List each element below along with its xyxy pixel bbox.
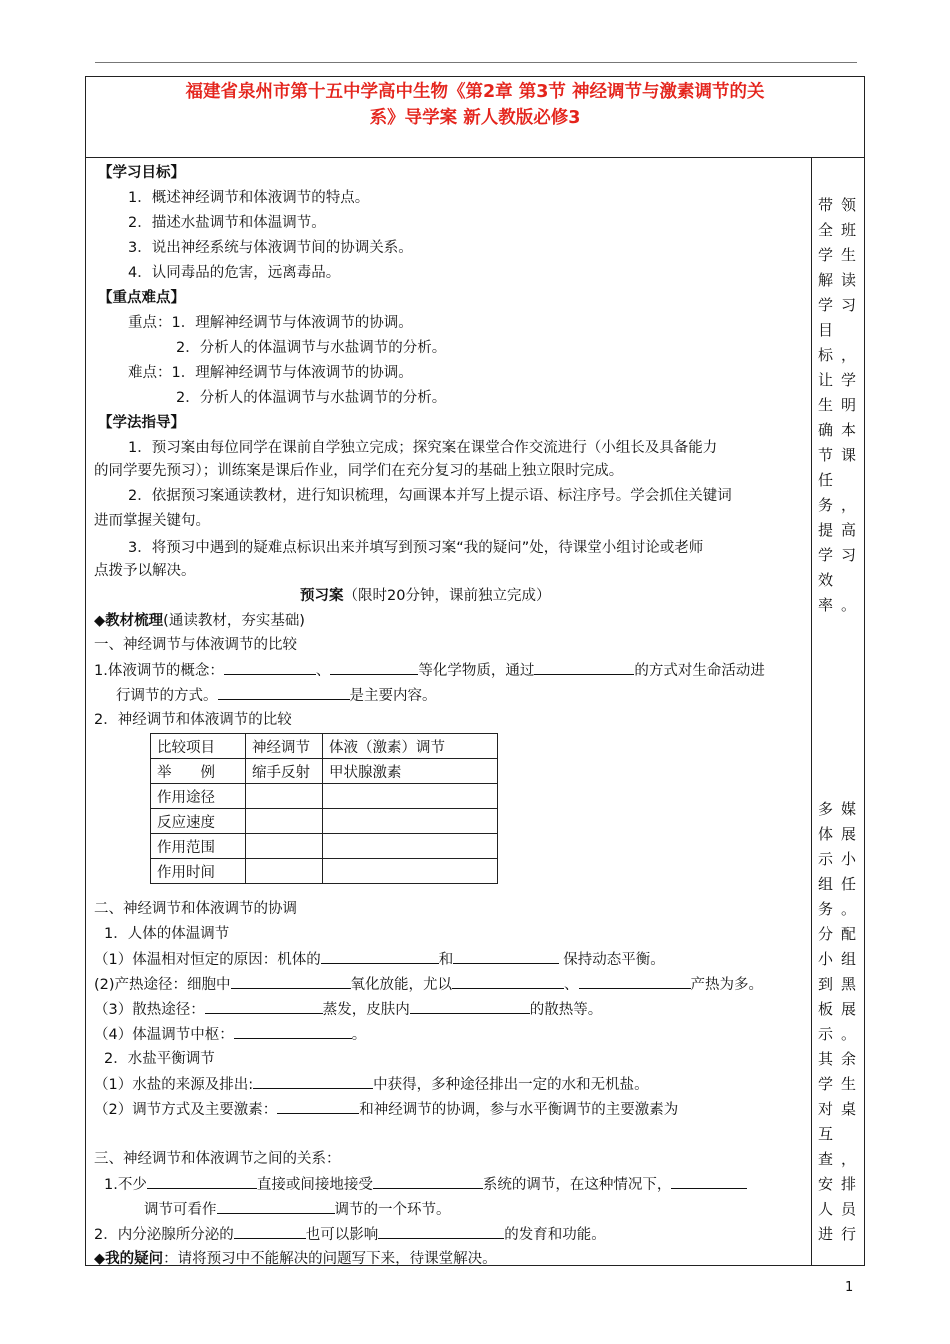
- s2-1-a: [94, 949, 665, 970]
- text: 和: [438, 952, 454, 968]
- title-line-2: 系》导学案 新人教版必修3: [369, 108, 581, 128]
- preview-heading: 预习案: [300, 588, 344, 604]
- text: 的方式对生命活动进: [634, 663, 765, 679]
- textbook-line: [94, 611, 305, 631]
- fill-blank[interactable]: [205, 999, 323, 1014]
- side-note-line: 全班: [818, 221, 865, 239]
- table-cell: 作用时间: [151, 859, 246, 884]
- text: 中获得，多种途径排出一定的水和无机盐。: [373, 1077, 649, 1093]
- side-note-line: 到黑: [818, 975, 865, 993]
- section-3-heading: 三、神经调节和体液调节之间的关系：: [94, 1151, 341, 1167]
- table-cell[interactable]: [323, 809, 498, 834]
- text: 系统的调节，在这种情况下，: [482, 1177, 672, 1193]
- preview-note: （限时20分钟，课前独立完成）: [343, 588, 551, 604]
- table-cell[interactable]: [246, 834, 323, 859]
- fill-blank[interactable]: [218, 685, 350, 700]
- side-note-line: 学生: [818, 1075, 865, 1093]
- text: 1.不少: [104, 1177, 147, 1193]
- side-note-line: 互: [818, 1125, 842, 1143]
- text: （1）体温相对恒定的原因：机体的: [94, 952, 321, 968]
- fill-blank[interactable]: [378, 1224, 504, 1239]
- side-note-line: 查，: [818, 1150, 865, 1168]
- side-note-line: 解读: [818, 271, 865, 289]
- side-note-line: 组任: [818, 875, 865, 893]
- side-note-line: 小组: [818, 950, 865, 968]
- text: （4）体温调节中枢：: [94, 1027, 234, 1043]
- s3-1: [104, 1174, 747, 1195]
- table-cell[interactable]: [246, 809, 323, 834]
- text: 、: [315, 663, 331, 679]
- s3-1-line-2: [144, 1199, 451, 1220]
- fill-blank[interactable]: [277, 1099, 359, 1114]
- table-cell[interactable]: [323, 834, 498, 859]
- text: 调节可看作: [144, 1202, 217, 1218]
- document-title: [92, 79, 858, 131]
- header-rule: [95, 62, 857, 63]
- fill-blank[interactable]: [330, 660, 418, 675]
- side-note-line: 学生: [818, 246, 865, 264]
- objective-item: 4．认同毒品的危害，远离毒品。: [128, 265, 341, 281]
- text: 氧化放能，尤以: [350, 977, 453, 993]
- side-note-line: 学习: [818, 546, 865, 564]
- side-note-line: 进行: [818, 1225, 865, 1243]
- method-paragraph: 2．依据预习案通读教材，进行知识梳理，勾画课本并写上提示语、标注序号。学会抓住关键词: [128, 488, 732, 504]
- text: 等化学物质，通过: [418, 663, 535, 679]
- text: 是主要内容。: [349, 688, 437, 704]
- comparison-table: [150, 733, 498, 884]
- side-note-line: 目: [818, 321, 842, 339]
- table-cell[interactable]: [323, 784, 498, 809]
- table-cell: 作用范围: [151, 834, 246, 859]
- side-note-line: 率。: [818, 596, 865, 614]
- text: 的发育和功能。: [504, 1227, 606, 1243]
- text: 、: [564, 977, 579, 993]
- side-note-block-1: [818, 193, 865, 618]
- side-note-line: 生明: [818, 396, 865, 414]
- s2-1-heading: 1．人体的体温调节: [104, 926, 230, 942]
- preview-heading-line: [300, 586, 550, 606]
- side-note-line: 确本: [818, 421, 865, 439]
- s2-1-b: [94, 974, 763, 995]
- side-notes-column: [812, 157, 864, 1265]
- text: （1）水盐的来源及排出:: [94, 1077, 254, 1093]
- method-heading: 【学法指导】: [98, 415, 185, 431]
- fill-blank[interactable]: [231, 974, 351, 989]
- s3-2: [94, 1224, 606, 1245]
- textbook-note: (通读教材，夯实基础): [163, 613, 305, 629]
- method-paragraph: 1．预习案由每位同学在课前自学独立完成；探究案在课堂合作交流进行（小组长及具备能力: [128, 440, 718, 456]
- table-row: [151, 784, 498, 809]
- side-note-line: 示。: [818, 1025, 865, 1043]
- table-cell[interactable]: [323, 859, 498, 884]
- fill-blank[interactable]: [671, 1174, 747, 1189]
- table-header-cell: 比较项目: [151, 734, 246, 759]
- text: 产热为多。: [690, 977, 764, 993]
- fill-blank[interactable]: [234, 1224, 306, 1239]
- text: 的散热等。: [529, 1002, 603, 1018]
- table-cell: 作用途径: [151, 784, 246, 809]
- title-box: [86, 77, 864, 158]
- objective-item: 3．说出神经系统与体液调节间的协调关系。: [128, 240, 413, 256]
- objectives-heading: 【学习目标】: [98, 165, 185, 181]
- fill-blank[interactable]: [224, 660, 316, 675]
- text: （2）调节方式及主要激素：: [94, 1102, 278, 1118]
- document-frame: [85, 76, 865, 1266]
- my-questions-line: [94, 1249, 497, 1269]
- fill-blank[interactable]: [217, 1199, 335, 1214]
- table-header-cell: 神经调节: [246, 734, 323, 759]
- s2-2-a: [94, 1074, 649, 1095]
- objective-item: 2．描述水盐调节和体温调节。: [128, 215, 326, 231]
- text: (2)产热途径：细胞中: [94, 977, 231, 993]
- title-line-1: 福建省泉州市第十五中学高中生物《第2章 第3节 神经调节与激素调节的关: [185, 82, 765, 102]
- side-note-line: 效: [818, 571, 842, 589]
- table-cell[interactable]: [246, 784, 323, 809]
- fill-blank[interactable]: [321, 949, 439, 964]
- text: 2．内分泌腺所分泌的: [94, 1227, 234, 1243]
- side-note-line: 提高: [818, 521, 865, 539]
- main-column: [86, 157, 812, 1265]
- table-row: [151, 734, 498, 759]
- side-note-block-2: [818, 797, 865, 1247]
- side-note-line: 务。: [818, 900, 865, 918]
- key-points-heading: 【重点难点】: [98, 290, 185, 306]
- side-note-line: 板展: [818, 1000, 865, 1018]
- table-cell: 举 例: [151, 759, 246, 784]
- fill-blank[interactable]: [534, 660, 634, 675]
- table-row: [151, 834, 498, 859]
- side-note-line: 安排: [818, 1175, 865, 1193]
- side-note-line: 学习: [818, 296, 865, 314]
- side-note-line: 示小: [818, 850, 865, 868]
- table-cell[interactable]: [246, 859, 323, 884]
- table-header-cell: 体液（激素）调节: [323, 734, 498, 759]
- side-note-line: 体展: [818, 825, 865, 843]
- s1-q1-line: [94, 660, 765, 681]
- fill-blank[interactable]: [579, 974, 691, 989]
- side-note-line: 任: [818, 471, 842, 489]
- table-row: [151, 859, 498, 884]
- table-cell: 反应速度: [151, 809, 246, 834]
- text: 。: [351, 1027, 367, 1043]
- fill-blank[interactable]: [453, 949, 559, 964]
- s1-q1-line-2: [116, 685, 437, 706]
- table-cell: 甲状腺激素: [323, 759, 498, 784]
- fill-blank[interactable]: [373, 1174, 483, 1189]
- side-note-line: 其余: [818, 1050, 865, 1068]
- s2-2-heading: 2．水盐平衡调节: [104, 1051, 215, 1067]
- s2-2-b: [94, 1099, 678, 1120]
- table-row: [151, 759, 498, 784]
- focus-item: 重点：1．理解神经调节与体液调节的协调。: [128, 315, 413, 331]
- side-note-line: 多媒: [818, 800, 865, 818]
- text: 和神经调节的协调，参与水平衡调节的主要激素为: [359, 1102, 679, 1118]
- side-note-line: 带领: [818, 196, 865, 214]
- text: 直接或间接地接受: [256, 1177, 373, 1193]
- textbook-label: ◆教材梳理: [94, 613, 164, 629]
- section-1-heading: 一、神经调节与体液调节的比较: [94, 637, 297, 653]
- side-note-line: 让学: [818, 371, 865, 389]
- focus-item: 2．分析人的体温调节与水盐调节的分析。: [176, 340, 447, 356]
- section-2-heading: 二、神经调节和体液调节的协调: [94, 901, 297, 917]
- table-cell: 缩手反射: [246, 759, 323, 784]
- side-note-line: 人员: [818, 1200, 865, 1218]
- method-paragraph: 的同学要先预习）；训练案是课后作业，同学们在充分复习的基础上独立限时完成。: [94, 463, 624, 479]
- side-note-line: 务，: [818, 496, 865, 514]
- my-questions-text: ：请将预习中不能解决的问题写下来，待课堂解决。: [163, 1251, 497, 1267]
- s1-q2: 2．神经调节和体液调节的比较: [94, 712, 292, 728]
- side-note-line: 节课: [818, 446, 865, 464]
- method-paragraph: 3．将预习中遇到的疑难点标识出来并填写到预习案“我的疑问”处，待课堂小组讨论或老师: [128, 540, 704, 556]
- text: 行调节的方式。: [116, 688, 218, 704]
- table-row: [151, 809, 498, 834]
- method-paragraph: 进而掌握关键句。: [94, 513, 210, 529]
- fill-blank[interactable]: [234, 1024, 352, 1039]
- text: 蒸发，皮肤内: [322, 1002, 410, 1018]
- text: 保持动态平衡。: [563, 952, 665, 968]
- text: 1.体液调节的概念：: [94, 663, 224, 679]
- fill-blank[interactable]: [147, 1174, 257, 1189]
- difficulty-item: 难点：1．理解神经调节与体液调节的协调。: [128, 365, 413, 381]
- difficulty-item: 2．分析人的体温调节与水盐调节的分析。: [176, 390, 447, 406]
- s2-1-d: [94, 1024, 366, 1045]
- method-paragraph: 点拨予以解决。: [94, 563, 196, 579]
- s2-1-c: [94, 999, 602, 1020]
- text: 也可以影响: [305, 1227, 379, 1243]
- my-questions-label: ◆我的疑问: [94, 1251, 164, 1267]
- side-note-line: 对桌: [818, 1100, 865, 1118]
- side-note-line: 标，: [818, 346, 865, 364]
- objective-item: 1．概述神经调节和体液调节的特点。: [128, 190, 370, 206]
- text: （3）散热途径：: [94, 1002, 205, 1018]
- fill-blank[interactable]: [410, 999, 530, 1014]
- side-note-line: 分配: [818, 925, 865, 943]
- text: 调节的一个环节。: [334, 1202, 451, 1218]
- fill-blank[interactable]: [452, 974, 564, 989]
- fill-blank[interactable]: [253, 1074, 373, 1089]
- page-number: 1: [845, 1280, 854, 1295]
